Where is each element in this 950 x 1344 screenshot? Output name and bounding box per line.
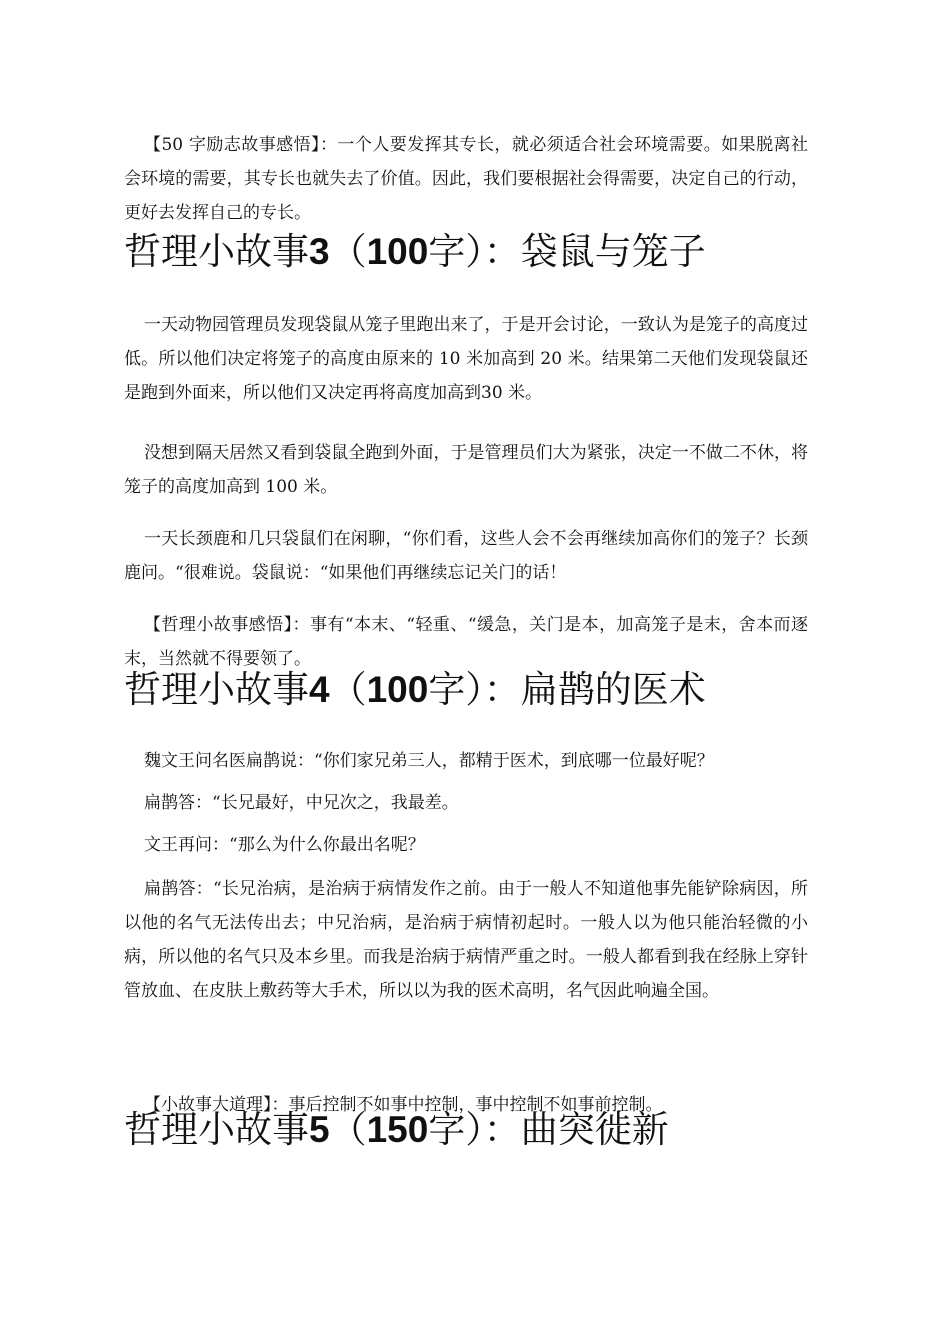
story3-paragraph-2: 没想到隔天居然又看到袋鼠全跑到外面，于是管理员们大为紧张，决定一不做二不休，将笼子的高度加高到 100 米。 — [124, 443, 808, 497]
story3-moral-paragraph: 【哲理小故事感悟】：事有“本末、“轻重、“缓急，关门是本，加高笼子是末，舍本而逐末，当然就不得要领了。 — [124, 615, 808, 669]
story4-paragraph-4: 扁鹊答：“长兄治病，是治病于病情发作之前。由于一般人不知道他事先能铲除病因，所以他的名气无法传出去；中兄治病，是治病于病情初起时。一般人以为他只能治轻微的小病，所以他的名气只及本乡里。而我是治病于病情严重之时。一般人都看到我在经脉上穿针管放血、在皮肤上敷药等大手术，所以以为我的医术高明，名气因此响遍全国。 — [124, 879, 808, 1001]
story4-paragraph-2: 扁鹊答：“长兄最好，中兄次之，我最差。 — [144, 793, 459, 813]
story4-heading: 哲理小故事4（100字）：扁鹊的医术 — [124, 668, 706, 711]
story4-paragraph-1: 魏文王问名医扁鹊说：“你们家兄弟三人，都精于医术，到底哪一位最好呢？ — [144, 751, 714, 771]
story3-paragraph-1: 一天动物园管理员发现袋鼠从笼子里跑出来了，于是开会讨论，一致认为是笼子的高度过低。所以他们决定将笼子的高度由原来的 10 米加高到 20 米。结果第二天他们发现袋鼠还是跑到外面来，所以他们又决定再将高度加高到30 米。 — [124, 315, 808, 403]
story4-paragraph-3: 文王再问：“那么为什么你最出名呢？ — [144, 835, 425, 855]
story3-heading: 哲理小故事3（100字）：袋鼠与笼子 — [124, 230, 706, 273]
story4-moral-paragraph: 【小故事大道理】：事后控制不如事中控制，事中控制不如事前控制。 — [144, 1095, 663, 1115]
story3-paragraph-3: 一天长颈鹿和几只袋鼠们在闲聊，“你们看，这些人会不会再继续加高你们的笼子？长颈鹿问。“很难说。袋鼠说：“如果他们再继续忘记关门的话！ — [124, 529, 808, 583]
story5-heading: 哲理小故事5（150字）：曲突徙新 — [124, 1108, 669, 1151]
moral-text: ：一个人要发挥其专长，就必须适合社会环境需要。如果脱离社会环境的需要，其专长也就失去了价值。因此，我们要根据社会得需要，决定自己的行动，更好去发挥自己的专长。 — [124, 135, 808, 223]
moral-label: 【50 字励志故事感悟】 — [144, 135, 320, 155]
story2-moral-paragraph — [124, 128, 808, 230]
